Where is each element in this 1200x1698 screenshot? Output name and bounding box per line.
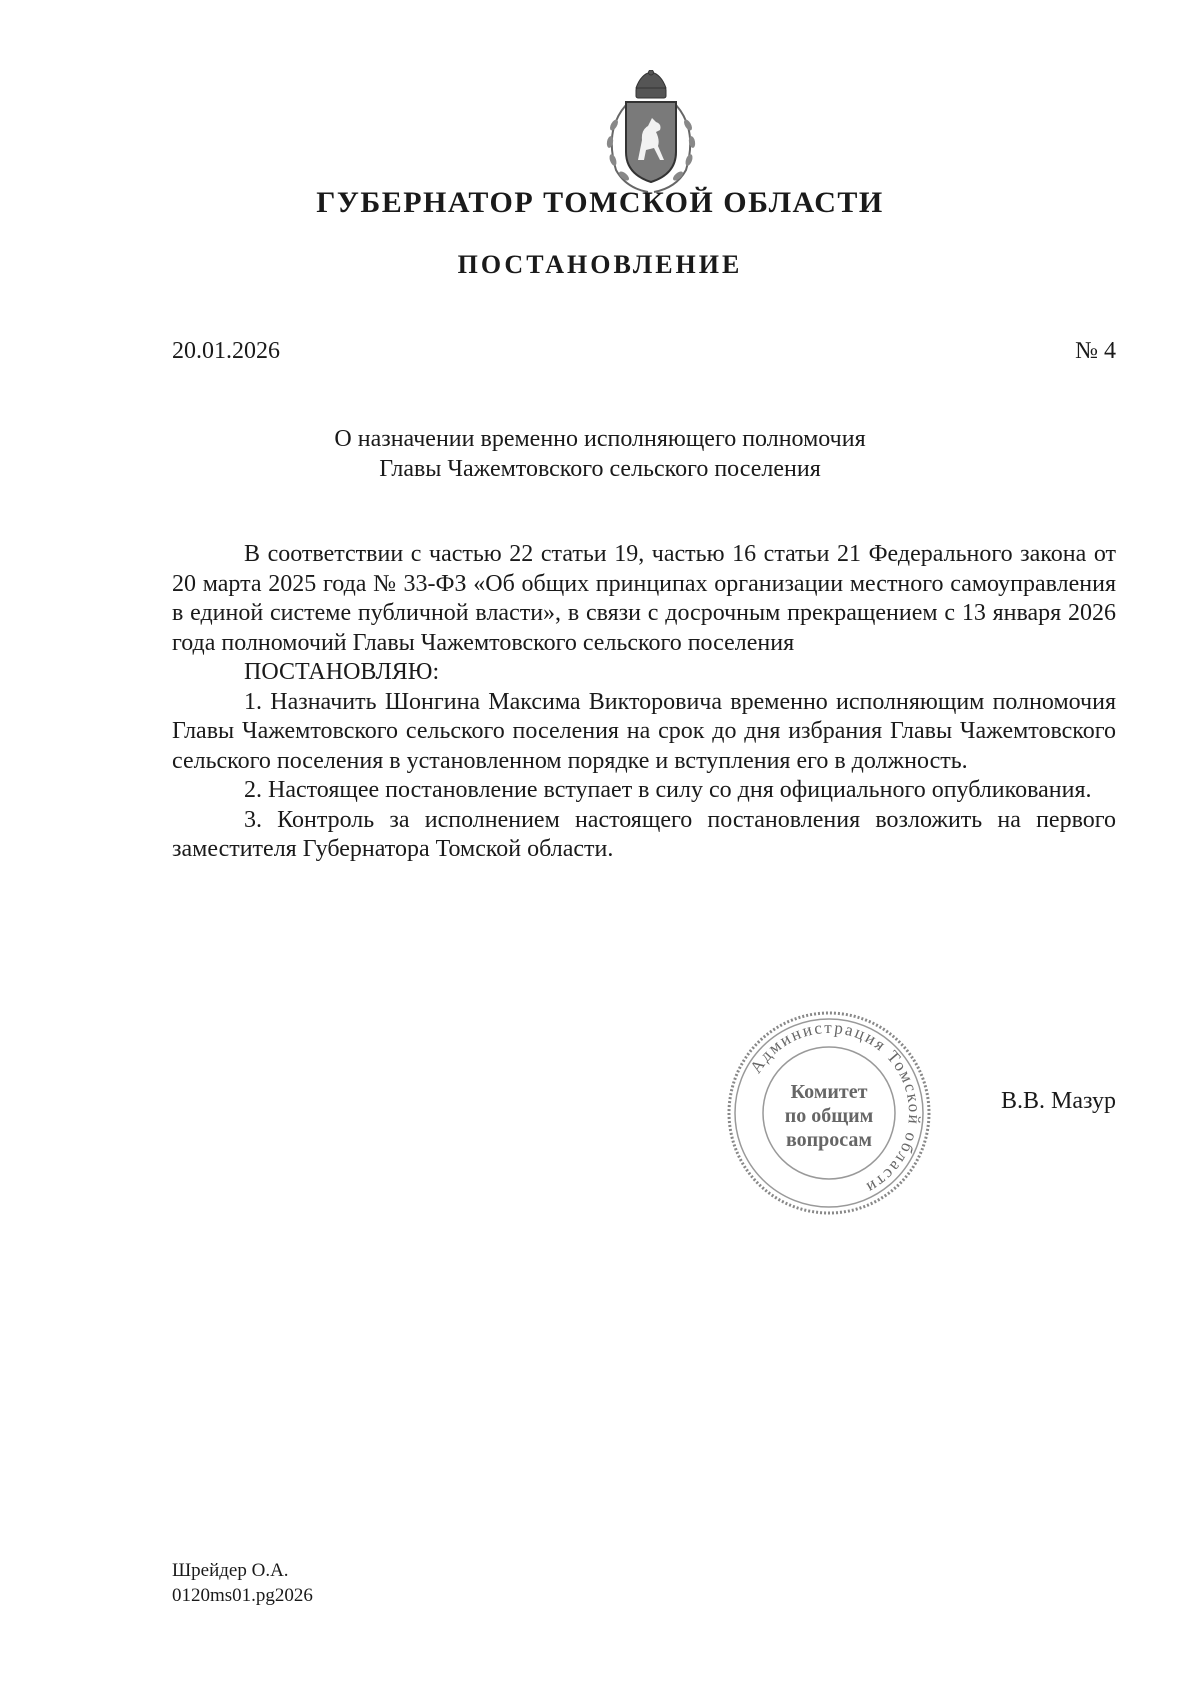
executor-name: Шрейдер О.А. [172,1560,289,1581]
signer-name: В.В. Мазур [1001,1088,1116,1114]
subject-line-1: О назначении временно исполняющего полномочия [334,426,866,452]
document-date: 20.01.2026 [172,338,280,364]
decree-item-3: 3. Контроль за исполнением настоящего постановления возложить на первого заместителя Губернатора Томской области. [172,806,1116,862]
issuing-authority: ГУБЕРНАТОР ТОМСКОЙ ОБЛАСТИ [316,186,884,219]
stamp-ring-text: Администрация Томской области [746,1017,925,1199]
tomsk-coat-of-arms-icon [586,70,716,198]
decree-word: ПОСТАНОВЛЯЮ: [244,659,440,685]
document-subject [0,424,1200,484]
subject-line-2: Главы Чажемтовского сельского поселения [379,456,821,482]
decree-item-1: 1. Назначить Шонгина Максима Викторовича временно исполняющим полномочия Главы Чажемтовского сельского поселения на срок до дня избрания Главы Чажемтовского сельского поселения в установленном порядке и вступления его в должность. [172,688,1116,774]
file-code: 0120ms01.pg2026 [172,1585,313,1606]
stamp-line-3: вопросам [785,1129,873,1151]
stamp-line-1: Комитет [790,1081,868,1103]
document-footer [172,1558,313,1608]
document-number: № 4 [1075,338,1116,364]
document-body [172,540,1116,865]
preamble-paragraph: В соответствии с частью 22 статьи 19, частью 16 статьи 21 Федерального закона от 20 марта 2025 года № 33-ФЗ «Об общих принципах организации местного самоуправления в единой системе публичной власти», в связи с досрочным прекращением с 13 января 2026 года полномочий Главы Чажемтовского сельского поселения [172,541,1116,656]
official-stamp [724,1008,934,1218]
decree-item-2: 2. Настоящее постановление вступает в силу со дня официального опубликования. [244,777,1092,803]
stamp-line-2: по общим [784,1105,874,1127]
document-type-title: ПОСТАНОВЛЕНИЕ [457,250,743,279]
